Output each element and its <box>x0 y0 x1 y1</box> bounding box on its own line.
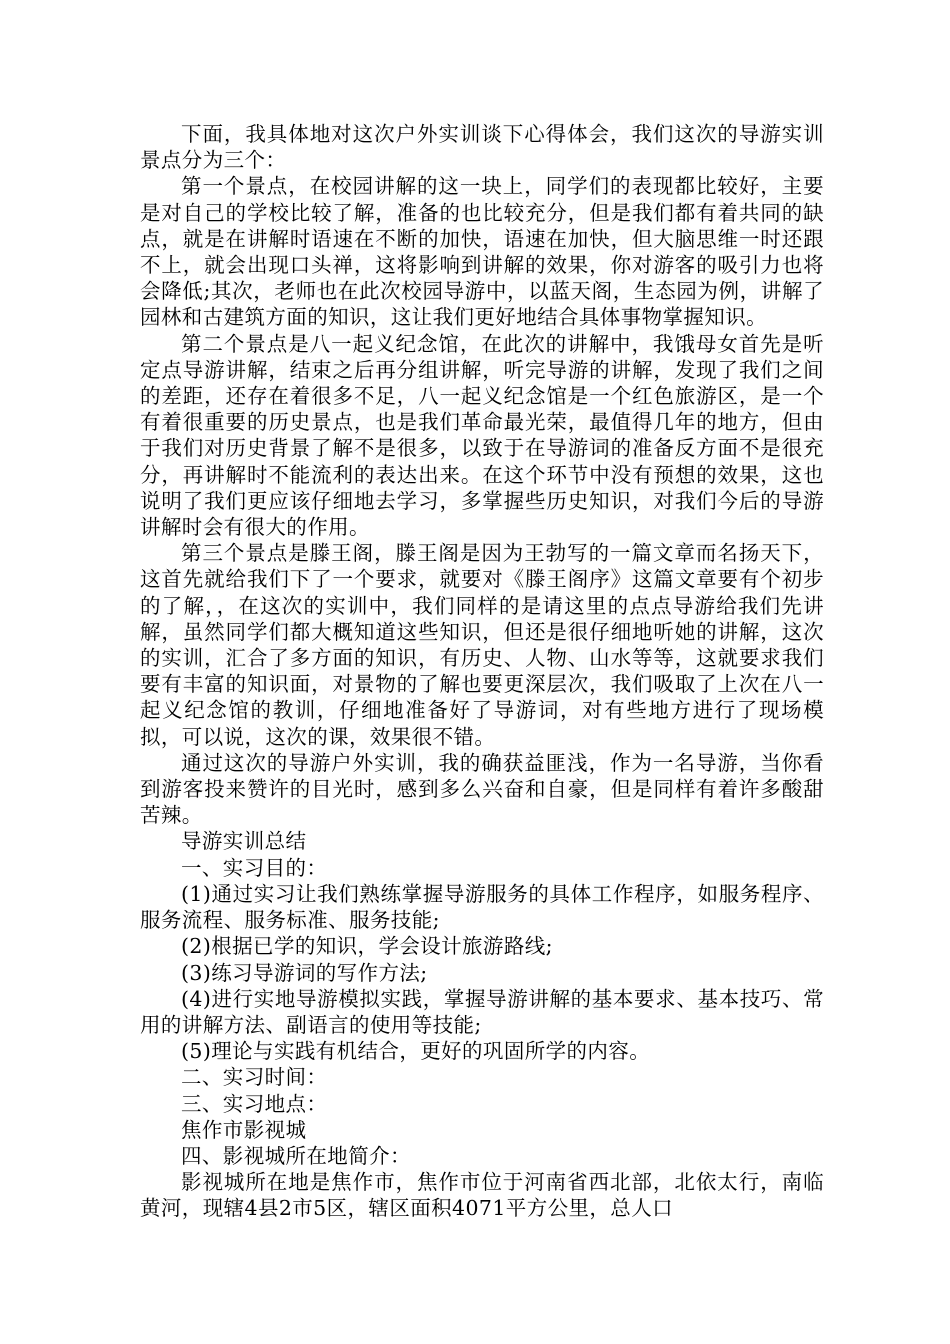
document-body <box>140 121 824 1222</box>
section-title: 导游实训总结 <box>181 829 307 854</box>
purpose-item: (2)根据已学的知识，学会设计旅游路线; <box>181 934 553 959</box>
paragraph-third-site: 第三个景点是滕王阁，滕王阁是因为王勃写的一篇文章而名扬天下，这首先就给我们下了一个要求，就要对《滕王阁序》这篇文章要有个初步的了解，，在这次的实训中，我们同样的是请这里的点点导游给我们先讲解，虽然同学们都大概知道这些知识，但还是很仔细地听她的讲解，这次的实训，汇合了多方面的知识，有历史、人物、山水等等，这就要求我们要有丰富的知识面，对景物的了解也要更深层次，我们吸取了上次在八一起义纪念馆的教训，仔细地准备好了导游词，对有些地方进行了现场模拟，可以说，这次的课，效果很不错。 <box>140 541 824 749</box>
paragraph-city-intro: 影视城所在地是焦作市，焦作市位于河南省西北部，北依太行，南临黄河，现辖4县2市5区，辖区面积4071平方公里，总人口 <box>140 1170 824 1221</box>
purpose-item: (1)通过实习让我们熟练掌握导游服务的具体工作程序，如服务程序、服务流程、服务标准、服务技能; <box>140 881 824 933</box>
purpose-item: (4)进行实地导游模拟实践，掌握导游讲解的基本要求、基本技巧、常用的讲解方法、副语言的使用等技能; <box>140 986 824 1037</box>
heading-purpose: 一、实习目的： <box>181 855 328 880</box>
purpose-item: (3)练习导游词的写作方法; <box>181 960 428 985</box>
paragraph-second-site: 第二个景点是八一起义纪念馆，在此次的讲解中，我饿母女首先是听定点导游讲解，结束之后再分组讲解，听完导游的讲解，发现了我们之间的差距，还存在着很多不足，八一起义纪念馆是一个红色旅游区，是一个有着很重要的历史景点，也是我们革命最光荣，最值得几年的地方，但由于我们对历史背景了解不是很多，以致于在导游词的准备反方面不是很充分，再讲解时不能流利的表达出来。在这个环节中没有预想的效果，这也说明了我们更应该仔细地去学习，多掌握些历史知识，对我们今后的导游讲解时会有很大的作用。 <box>140 331 824 540</box>
paragraph-first-site: 第一个景点，在校园讲解的这一块上，同学们的表现都比较好，主要是对自己的学校比较了解，准备的也比较充分，但是我们都有着共同的缺点，就是在讲解时语速在不断的加快，语速在加快，但大脑思维一时还跟不上，就会出现口头禅，这将影响到讲解的效果，你对游客的吸引力也将会降低;其次，老师也在此次校园导游中，以蓝天阁，生态园为例，讲解了园林和古建筑方面的知识，这让我们更好地结合具体事物掌握知识。 <box>140 174 824 330</box>
purpose-item: (5)理论与实践有机结合，更好的巩固所学的内容。 <box>181 1039 651 1064</box>
location-value: 焦作市影视城 <box>181 1117 307 1142</box>
paragraph-conclusion: 通过这次的导游户外实训，我的确获益匪浅，作为一名导游，当你看到游客投来赞许的目光时，感到多么兴奋和自豪，但是同样有着许多酸甜苦辣。 <box>140 750 824 828</box>
heading-city-intro: 四、影视城所在地简介： <box>181 1143 411 1168</box>
paragraph-intro: 下面，我具体地对这次户外实训谈下心得体会，我们这次的导游实训景点分为三个： <box>140 122 824 173</box>
heading-location: 三、实习地点： <box>181 1091 328 1116</box>
heading-time: 二、实习时间： <box>181 1065 328 1090</box>
